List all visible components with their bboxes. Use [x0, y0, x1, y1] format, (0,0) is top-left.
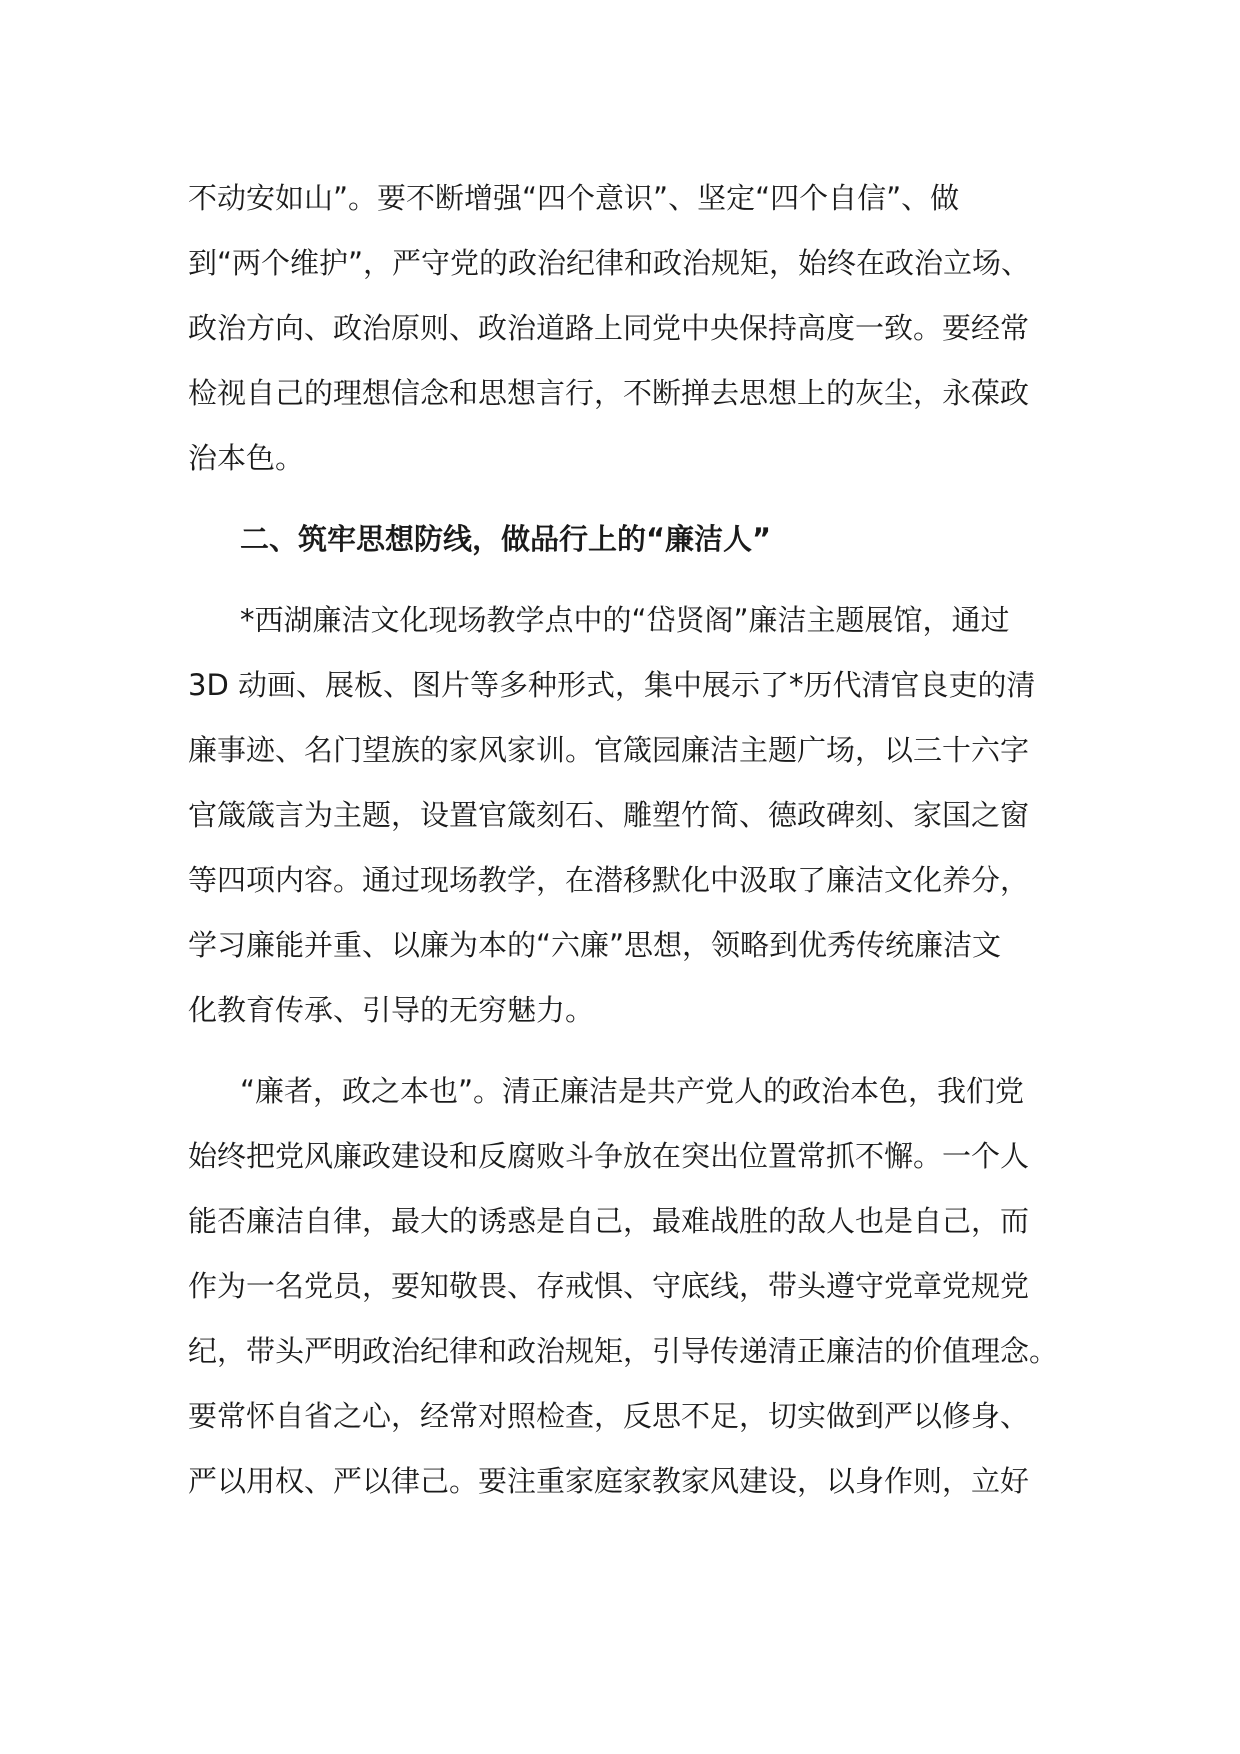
- text-line: 始终把党风廉政建设和反腐败斗争放在突出位置常抓不懈。一个人: [188, 1139, 1030, 1173]
- document-body: [188, 166, 1068, 1514]
- paragraph-integrity: [188, 1059, 1068, 1514]
- text-line: 严以用权、严以律己。要注重家庭家教家风建设，以身作则，立好: [188, 1464, 1030, 1498]
- text-line: 到“两个维护”，严守党的政治纪律和政治规矩，始终在政治立场、: [188, 246, 1031, 280]
- paragraph-west-lake-exhibition: [188, 588, 1068, 1043]
- text-line: *西湖廉洁文化现场教学点中的“岱贤阁”廉洁主题展馆，通过: [240, 603, 1010, 637]
- text-line: 纪，带头严明政治纪律和政治规矩，引导传递清正廉洁的价值理念。: [188, 1334, 1059, 1368]
- text-line: 不动安如山”。要不断增强“四个意识”、坚定“四个自信”、做: [188, 181, 960, 215]
- text-line: 要常怀自省之心，经常对照检查，反思不足，切实做到严以修身、: [188, 1399, 1030, 1433]
- text-line: 化教育传承、引导的无穷魅力。: [188, 993, 595, 1027]
- text-line: 作为一名党员，要知敬畏、存戒惧、守底线，带头遵守党章党规党: [188, 1269, 1030, 1303]
- paragraph-political-loyalty: [188, 166, 1068, 491]
- text-line: 等四项内容。通过现场教学，在潜移默化中汲取了廉洁文化养分，: [188, 863, 1030, 897]
- text-line: 能否廉洁自律，最大的诱惑是自己，最难战胜的敌人也是自己，而: [188, 1204, 1030, 1238]
- text-line: 治本色。: [188, 441, 305, 475]
- text-line: 学习廉能并重、以廉为本的“六廉”思想，领略到优秀传统廉洁文: [188, 928, 1002, 962]
- text-line: 3D 动画、展板、图片等多种形式，集中展示了*历代清官良吏的清: [188, 668, 1036, 702]
- text-line: 检视自己的理想信念和思想言行，不断掸去思想上的灰尘，永葆政: [188, 376, 1030, 410]
- section-heading: [188, 507, 1068, 572]
- text-line: 官箴箴言为主题，设置官箴刻石、雕塑竹简、德政碑刻、家国之窗: [188, 798, 1030, 832]
- heading-text: 二、筑牢思想防线，做品行上的“廉洁人”: [240, 522, 772, 556]
- text-line: 政治方向、政治原则、政治道路上同党中央保持高度一致。要经常: [188, 311, 1030, 345]
- text-line: 廉事迹、名门望族的家风家训。官箴园廉洁主题广场，以三十六字: [188, 733, 1030, 767]
- text-line: “廉者，政之本也”。清正廉洁是共产党人的政治本色，我们党: [240, 1074, 1025, 1108]
